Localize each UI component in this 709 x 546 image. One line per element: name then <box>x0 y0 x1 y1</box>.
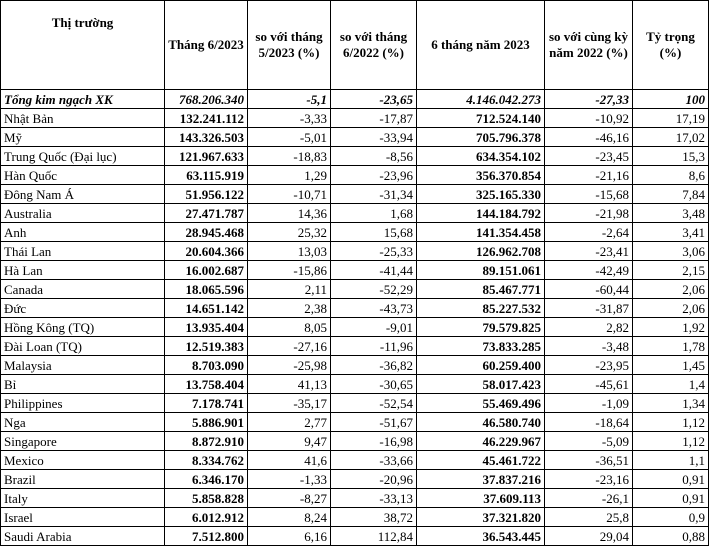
table-row <box>1 356 709 375</box>
table-row <box>1 299 709 318</box>
cell-market: Canada <box>1 280 165 299</box>
cell-vs-may-2023: 13,03 <box>248 242 331 261</box>
cell-vs-same-period-2022: -18,64 <box>545 413 633 432</box>
cell-share: 2,15 <box>633 261 709 280</box>
total-vs-june-2022: -23,65 <box>331 90 417 109</box>
cell-six-months-2023: 73.833.285 <box>417 337 545 356</box>
cell-share: 1,92 <box>633 318 709 337</box>
table-row <box>1 109 709 128</box>
header-vs-june-2022: so với tháng 6/2022 (%) <box>331 1 417 90</box>
cell-share: 8,6 <box>633 166 709 185</box>
cell-vs-june-2022: -8,56 <box>331 147 417 166</box>
cell-vs-june-2022: -11,96 <box>331 337 417 356</box>
cell-market: Saudi Arabia <box>1 527 165 546</box>
cell-vs-same-period-2022: -2,64 <box>545 223 633 242</box>
cell-vs-same-period-2022: -23,95 <box>545 356 633 375</box>
cell-june-2023: 16.002.687 <box>165 261 248 280</box>
cell-six-months-2023: 126.962.708 <box>417 242 545 261</box>
cell-june-2023: 5.886.901 <box>165 413 248 432</box>
cell-june-2023: 143.326.503 <box>165 128 248 147</box>
cell-vs-june-2022: -33,13 <box>331 489 417 508</box>
header-share: Tỷ trọng (%) <box>633 1 709 90</box>
cell-market: Hà Lan <box>1 261 165 280</box>
table-row <box>1 470 709 489</box>
cell-vs-june-2022: -52,54 <box>331 394 417 413</box>
cell-vs-may-2023: -1,33 <box>248 470 331 489</box>
cell-vs-same-period-2022: -26,1 <box>545 489 633 508</box>
cell-six-months-2023: 58.017.423 <box>417 375 545 394</box>
cell-share: 0,88 <box>633 527 709 546</box>
cell-vs-may-2023: 2,77 <box>248 413 331 432</box>
cell-june-2023: 8.334.762 <box>165 451 248 470</box>
cell-vs-june-2022: 15,68 <box>331 223 417 242</box>
cell-june-2023: 7.178.741 <box>165 394 248 413</box>
cell-six-months-2023: 37.837.216 <box>417 470 545 489</box>
cell-vs-may-2023: -15,86 <box>248 261 331 280</box>
cell-vs-same-period-2022: 25,8 <box>545 508 633 527</box>
cell-vs-same-period-2022: 29,04 <box>545 527 633 546</box>
table-row <box>1 489 709 508</box>
cell-vs-same-period-2022: -46,16 <box>545 128 633 147</box>
cell-six-months-2023: 79.579.825 <box>417 318 545 337</box>
cell-market: Mexico <box>1 451 165 470</box>
cell-six-months-2023: 141.354.458 <box>417 223 545 242</box>
cell-six-months-2023: 705.796.378 <box>417 128 545 147</box>
cell-share: 2,06 <box>633 299 709 318</box>
cell-six-months-2023: 55.469.496 <box>417 394 545 413</box>
table-row <box>1 337 709 356</box>
cell-vs-june-2022: -36,82 <box>331 356 417 375</box>
cell-june-2023: 6.012.912 <box>165 508 248 527</box>
cell-june-2023: 13.758.404 <box>165 375 248 394</box>
cell-vs-june-2022: -9,01 <box>331 318 417 337</box>
cell-june-2023: 7.512.800 <box>165 527 248 546</box>
cell-six-months-2023: 712.524.140 <box>417 109 545 128</box>
cell-share: 15,3 <box>633 147 709 166</box>
cell-vs-june-2022: -17,87 <box>331 109 417 128</box>
total-row <box>1 90 709 109</box>
cell-vs-may-2023: -27,16 <box>248 337 331 356</box>
cell-vs-may-2023: 2,38 <box>248 299 331 318</box>
cell-vs-may-2023: 8,24 <box>248 508 331 527</box>
cell-vs-june-2022: -16,98 <box>331 432 417 451</box>
table-row <box>1 147 709 166</box>
cell-share: 1,4 <box>633 375 709 394</box>
cell-six-months-2023: 60.259.400 <box>417 356 545 375</box>
cell-june-2023: 18.065.596 <box>165 280 248 299</box>
cell-vs-same-period-2022: -15,68 <box>545 185 633 204</box>
table-row <box>1 318 709 337</box>
cell-june-2023: 8.872.910 <box>165 432 248 451</box>
cell-vs-same-period-2022: -23,41 <box>545 242 633 261</box>
cell-vs-same-period-2022: -5,09 <box>545 432 633 451</box>
cell-vs-same-period-2022: -45,61 <box>545 375 633 394</box>
cell-vs-june-2022: -41,44 <box>331 261 417 280</box>
cell-market: Brazil <box>1 470 165 489</box>
cell-six-months-2023: 36.543.445 <box>417 527 545 546</box>
cell-june-2023: 12.519.383 <box>165 337 248 356</box>
cell-share: 0,91 <box>633 489 709 508</box>
cell-share: 2,06 <box>633 280 709 299</box>
cell-june-2023: 63.115.919 <box>165 166 248 185</box>
cell-share: 17,02 <box>633 128 709 147</box>
cell-market: Nhật Bản <box>1 109 165 128</box>
cell-share: 3,48 <box>633 204 709 223</box>
cell-vs-may-2023: 25,32 <box>248 223 331 242</box>
cell-vs-june-2022: -31,34 <box>331 185 417 204</box>
cell-vs-june-2022: -51,67 <box>331 413 417 432</box>
cell-june-2023: 27.471.787 <box>165 204 248 223</box>
table-row <box>1 261 709 280</box>
total-label: Tổng kim ngạch XK <box>1 90 165 109</box>
cell-vs-june-2022: -20,96 <box>331 470 417 489</box>
cell-six-months-2023: 89.151.061 <box>417 261 545 280</box>
table-row <box>1 432 709 451</box>
cell-market: Israel <box>1 508 165 527</box>
cell-market: Đức <box>1 299 165 318</box>
header-june-2023: Tháng 6/2023 <box>165 1 248 90</box>
cell-vs-same-period-2022: -1,09 <box>545 394 633 413</box>
cell-vs-june-2022: -33,66 <box>331 451 417 470</box>
cell-vs-may-2023: 41,13 <box>248 375 331 394</box>
cell-six-months-2023: 45.461.722 <box>417 451 545 470</box>
table-row <box>1 166 709 185</box>
cell-market: Trung Quốc (Đại lục) <box>1 147 165 166</box>
cell-vs-june-2022: -30,65 <box>331 375 417 394</box>
cell-six-months-2023: 356.370.854 <box>417 166 545 185</box>
cell-june-2023: 14.651.142 <box>165 299 248 318</box>
table-row <box>1 527 709 546</box>
cell-vs-may-2023: -3,33 <box>248 109 331 128</box>
cell-market: Đông Nam Á <box>1 185 165 204</box>
cell-share: 1,45 <box>633 356 709 375</box>
cell-june-2023: 5.858.828 <box>165 489 248 508</box>
cell-vs-may-2023: 2,11 <box>248 280 331 299</box>
cell-six-months-2023: 144.184.792 <box>417 204 545 223</box>
header-row <box>1 1 709 90</box>
cell-share: 3,06 <box>633 242 709 261</box>
cell-vs-may-2023: 41,6 <box>248 451 331 470</box>
cell-vs-same-period-2022: -21,98 <box>545 204 633 223</box>
cell-six-months-2023: 46.580.740 <box>417 413 545 432</box>
cell-share: 1,78 <box>633 337 709 356</box>
cell-six-months-2023: 85.227.532 <box>417 299 545 318</box>
cell-june-2023: 121.967.633 <box>165 147 248 166</box>
cell-share: 1,1 <box>633 451 709 470</box>
cell-market: Hồng Kông (TQ) <box>1 318 165 337</box>
total-vs-may-2023: -5,1 <box>248 90 331 109</box>
cell-share: 7,84 <box>633 185 709 204</box>
cell-vs-may-2023: 9,47 <box>248 432 331 451</box>
cell-six-months-2023: 85.467.771 <box>417 280 545 299</box>
cell-six-months-2023: 325.165.330 <box>417 185 545 204</box>
cell-vs-may-2023: 6,16 <box>248 527 331 546</box>
cell-vs-june-2022: 112,84 <box>331 527 417 546</box>
cell-market: Mỹ <box>1 128 165 147</box>
cell-vs-same-period-2022: -31,87 <box>545 299 633 318</box>
cell-six-months-2023: 37.609.113 <box>417 489 545 508</box>
cell-vs-same-period-2022: -21,16 <box>545 166 633 185</box>
cell-vs-june-2022: -43,73 <box>331 299 417 318</box>
table-row <box>1 223 709 242</box>
table-row <box>1 508 709 527</box>
cell-june-2023: 13.935.404 <box>165 318 248 337</box>
cell-june-2023: 132.241.112 <box>165 109 248 128</box>
cell-vs-same-period-2022: -23,16 <box>545 470 633 489</box>
table-row <box>1 128 709 147</box>
table-row <box>1 375 709 394</box>
table-row <box>1 242 709 261</box>
cell-market: Đài Loan (TQ) <box>1 337 165 356</box>
cell-market: Philippines <box>1 394 165 413</box>
total-share: 100 <box>633 90 709 109</box>
cell-market: Malaysia <box>1 356 165 375</box>
cell-june-2023: 51.956.122 <box>165 185 248 204</box>
cell-vs-june-2022: -52,29 <box>331 280 417 299</box>
cell-six-months-2023: 37.321.820 <box>417 508 545 527</box>
cell-share: 1,34 <box>633 394 709 413</box>
cell-market: Anh <box>1 223 165 242</box>
cell-vs-june-2022: -25,33 <box>331 242 417 261</box>
cell-vs-may-2023: 1,29 <box>248 166 331 185</box>
header-6-months-2023: 6 tháng năm 2023 <box>417 1 545 90</box>
cell-vs-same-period-2022: 2,82 <box>545 318 633 337</box>
cell-vs-june-2022: -23,96 <box>331 166 417 185</box>
cell-vs-same-period-2022: -3,48 <box>545 337 633 356</box>
cell-market: Hàn Quốc <box>1 166 165 185</box>
cell-vs-same-period-2022: -36,51 <box>545 451 633 470</box>
table-row <box>1 280 709 299</box>
cell-june-2023: 6.346.170 <box>165 470 248 489</box>
table-row <box>1 451 709 470</box>
cell-vs-may-2023: -18,83 <box>248 147 331 166</box>
header-market: Thị trường <box>1 1 165 90</box>
table-row <box>1 185 709 204</box>
header-vs-same-period-2022: so với cùng kỳ năm 2022 (%) <box>545 1 633 90</box>
table-row <box>1 413 709 432</box>
cell-share: 0,91 <box>633 470 709 489</box>
cell-market: Australia <box>1 204 165 223</box>
cell-june-2023: 8.703.090 <box>165 356 248 375</box>
cell-market: Thái Lan <box>1 242 165 261</box>
cell-vs-june-2022: -33,94 <box>331 128 417 147</box>
total-6-months-2023: 4.146.042.273 <box>417 90 545 109</box>
cell-vs-may-2023: -35,17 <box>248 394 331 413</box>
total-vs-same-period-2022: -27,33 <box>545 90 633 109</box>
cell-market: Nga <box>1 413 165 432</box>
cell-share: 1,12 <box>633 413 709 432</box>
table-row <box>1 204 709 223</box>
cell-vs-june-2022: 38,72 <box>331 508 417 527</box>
total-june-2023: 768.206.340 <box>165 90 248 109</box>
cell-six-months-2023: 634.354.102 <box>417 147 545 166</box>
cell-vs-same-period-2022: -42,49 <box>545 261 633 280</box>
cell-share: 3,41 <box>633 223 709 242</box>
cell-share: 17,19 <box>633 109 709 128</box>
cell-june-2023: 20.604.366 <box>165 242 248 261</box>
cell-vs-may-2023: -5,01 <box>248 128 331 147</box>
cell-vs-may-2023: -25,98 <box>248 356 331 375</box>
cell-market: Bỉ <box>1 375 165 394</box>
cell-vs-may-2023: 8,05 <box>248 318 331 337</box>
cell-vs-may-2023: -10,71 <box>248 185 331 204</box>
cell-market: Singapore <box>1 432 165 451</box>
cell-market: Italy <box>1 489 165 508</box>
cell-vs-same-period-2022: -23,45 <box>545 147 633 166</box>
cell-vs-june-2022: 1,68 <box>331 204 417 223</box>
cell-vs-may-2023: -8,27 <box>248 489 331 508</box>
cell-six-months-2023: 46.229.967 <box>417 432 545 451</box>
header-vs-may-2023: so với tháng 5/2023 (%) <box>248 1 331 90</box>
table-row <box>1 394 709 413</box>
cell-vs-may-2023: 14,36 <box>248 204 331 223</box>
cell-share: 1,12 <box>633 432 709 451</box>
cell-vs-same-period-2022: -10,92 <box>545 109 633 128</box>
cell-share: 0,9 <box>633 508 709 527</box>
cell-june-2023: 28.945.468 <box>165 223 248 242</box>
cell-vs-same-period-2022: -60,44 <box>545 280 633 299</box>
